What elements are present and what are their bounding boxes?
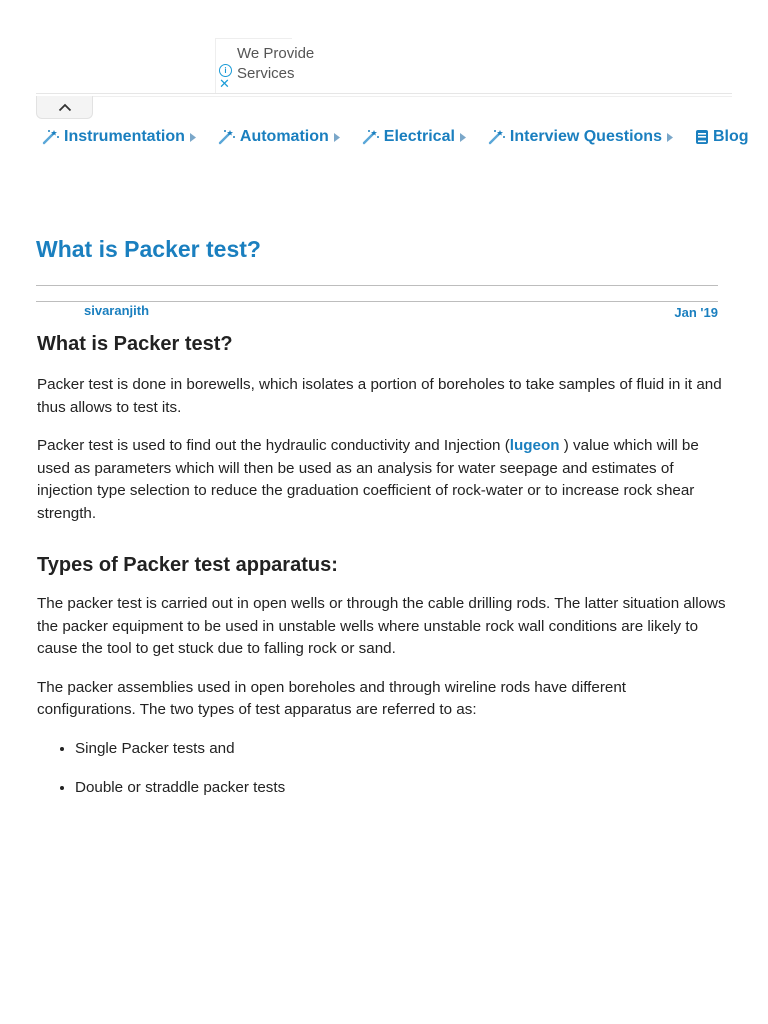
- ad-text-line2: Services: [237, 65, 295, 82]
- nav-item-label: Interview Questions: [509, 128, 662, 145]
- main-nav: [42, 128, 749, 146]
- nav-item-interview-questions[interactable]: [488, 128, 673, 146]
- list-item: • Double or straddle packer tests: [75, 777, 727, 799]
- header-divider: [36, 93, 732, 94]
- book-icon: [695, 129, 709, 145]
- post-author[interactable]: sivaranjith: [84, 303, 150, 318]
- caret-right-icon: [334, 133, 340, 142]
- caret-right-icon: [460, 133, 466, 142]
- paragraph-text: Packer test is used to find out the hydraulic conductivity and Injection (: [37, 437, 510, 454]
- magic-wand-icon: [488, 129, 506, 145]
- post-paragraph: The packer assemblies used in open boreholes and through wireline rods have different configurations. The two types of test apparatus are referred to as:: [37, 678, 627, 718]
- caret-right-icon: [190, 133, 196, 142]
- post-divider: [36, 301, 718, 302]
- ad-info-icon[interactable]: i: [219, 64, 232, 77]
- caret-right-icon: [667, 133, 673, 142]
- header-divider-inner: [36, 96, 732, 97]
- post-body: [37, 330, 727, 816]
- post-date[interactable]: Jan '19: [674, 305, 718, 320]
- nav-item-label: Instrumentation: [64, 128, 185, 145]
- nav-item-automation[interactable]: [218, 128, 340, 146]
- page-title[interactable]: What is Packer test?: [36, 236, 261, 262]
- list-item: • Single Packer tests and: [75, 738, 727, 760]
- nav-item-instrumentation[interactable]: [42, 128, 196, 146]
- magic-wand-icon: [42, 129, 60, 145]
- post-heading: What is Packer test?: [37, 333, 233, 355]
- ad-text-line1: We Provide: [237, 45, 315, 62]
- nav-item-label: Blog: [712, 128, 749, 145]
- ad-banner[interactable]: [215, 38, 315, 94]
- post-paragraph: The packer test is carried out in open wells or through the cable drilling rods. The latter situation allows the packer equipment to be used in unstable wells where unstable rock wall conditions are likely to cause the tool to get stuck due to falling rock or sand.: [37, 595, 726, 657]
- magic-wand-icon: [362, 129, 380, 145]
- paragraph-text: ) value which will be used as parameters which will then be used as an analysis for water seepage and estimates of injection type selection to reduce the graduation coefficient of rock-water or to increase rock shear strength.: [37, 437, 699, 522]
- ad-close-icon[interactable]: ✕: [219, 76, 230, 91]
- collapse-header-button[interactable]: [36, 96, 93, 119]
- nav-item-label: Electrical: [383, 128, 455, 145]
- test-types-list: [37, 738, 727, 799]
- nav-item-blog[interactable]: [695, 128, 749, 146]
- nav-item-electrical[interactable]: [362, 128, 466, 146]
- magic-wand-icon: [218, 129, 236, 145]
- post-paragraph: Packer test is done in borewells, which isolates a portion of boreholes to take samples of fluid in it and thus allows to test its.: [37, 376, 722, 416]
- title-divider: [36, 285, 718, 286]
- nav-item-label: Automation: [239, 128, 329, 145]
- lugeon-link[interactable]: lugeon: [509, 437, 560, 454]
- section-heading: Types of Packer test apparatus:: [37, 554, 338, 576]
- chevron-up-icon: [58, 103, 72, 112]
- post-paragraph: [37, 435, 727, 525]
